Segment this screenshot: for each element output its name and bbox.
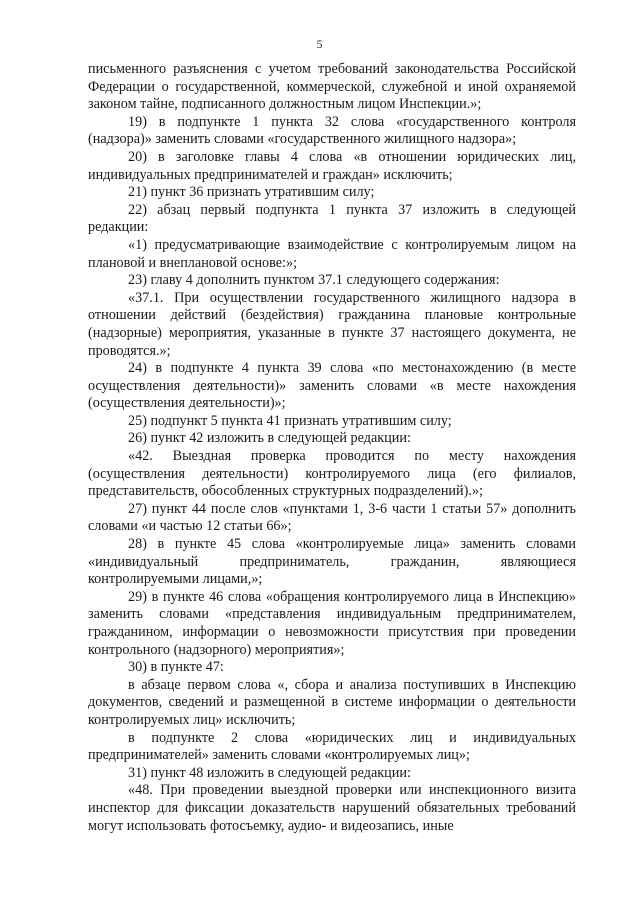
paragraph: 22) абзац первый подпункта 1 пункта 37 изложить в следующей редакции: [88, 201, 576, 236]
paragraph: «42. Выездная проверка проводится по месту нахождения (осуществления деятельности) контролируемого лица (его филиалов, представительств, обособленных структурных подразделений).»; [88, 448, 576, 500]
paragraph: «37.1. При осуществлении государственного жилищного надзора в отношении действий (бездействия) гражданина плановые контрольные (надзорные) мероприятия, указанные в пункте 37 настоящего документа, не проводятся.»; [88, 289, 576, 359]
paragraph: в абзаце первом слова «, сбора и анализа поступивших в Инспекцию документов, сведений и размещенной в системе информации о деятельности контролируемых лиц» исключить; [88, 676, 576, 728]
page-number: 5 [316, 39, 323, 51]
paragraph: «48. При проведении выездной проверки или инспекционного визита инспектор для фиксации доказательств нарушений обязательных требований могут использовать фотосъемку, аудио- и видеозапись, иные [88, 782, 576, 834]
paragraph: письменного разъяснения с учетом требований законодательства Российской Федерации о государственной, коммерческой, служебной и иной охраняемой законом тайне, подписанного должностным лицом Инспекции.»; [88, 61, 576, 113]
paragraph: 27) пункт 44 после слов «пунктами 1, 3-6 части 1 статьи 57» дополнить словами «и частью 12 статьи 66»; [88, 500, 576, 535]
paragraph: 21) пункт 36 признать утратившим силу; [128, 184, 375, 201]
document-body [88, 61, 576, 835]
paragraph: 28) в пункте 45 слова «контролируемые лица» заменить словами «индивидуальный предприниматель, гражданин, являющиеся контролируемыми лицами,»; [88, 536, 576, 588]
paragraph: 31) пункт 48 изложить в следующей редакции: [128, 764, 411, 781]
paragraph: 25) подпункт 5 пункта 41 признать утратившим силу; [128, 412, 452, 429]
paragraph: 26) пункт 42 изложить в следующей редакции: [128, 430, 411, 447]
paragraph: 30) в пункте 47: [128, 659, 224, 676]
paragraph: 29) в пункте 46 слова «обращения контролируемого лица в Инспекцию» заменить словами «представления индивидуальным предпринимателем, гражданином, информации о невозможности присутствия при проведении контрольного (надзорного) мероприятия»; [88, 588, 576, 658]
paragraph: 23) главу 4 дополнить пунктом 37.1 следующего содержания: [128, 272, 500, 289]
paragraph: «1) предусматривающие взаимодействие с контролируемым лицом на плановой и внеплановой основе:»; [88, 236, 576, 271]
paragraph: 20) в заголовке главы 4 слова «в отношении юридических лиц, индивидуальных предпринимателей и граждан» исключить; [88, 148, 576, 183]
paragraph: в подпункте 2 слова «юридических лиц и индивидуальных предпринимателей» заменить словами «контролируемых лиц»; [88, 729, 576, 764]
paragraph: 24) в подпункте 4 пункта 39 слова «по местонахождению (в месте осуществления деятельности)» заменить словами «в месте нахождения (осуществления деятельности)»; [88, 360, 576, 412]
paragraph: 19) в подпункте 1 пункта 32 слова «государственного контроля (надзора)» заменить словами «государственного жилищного надзора»; [88, 113, 576, 148]
